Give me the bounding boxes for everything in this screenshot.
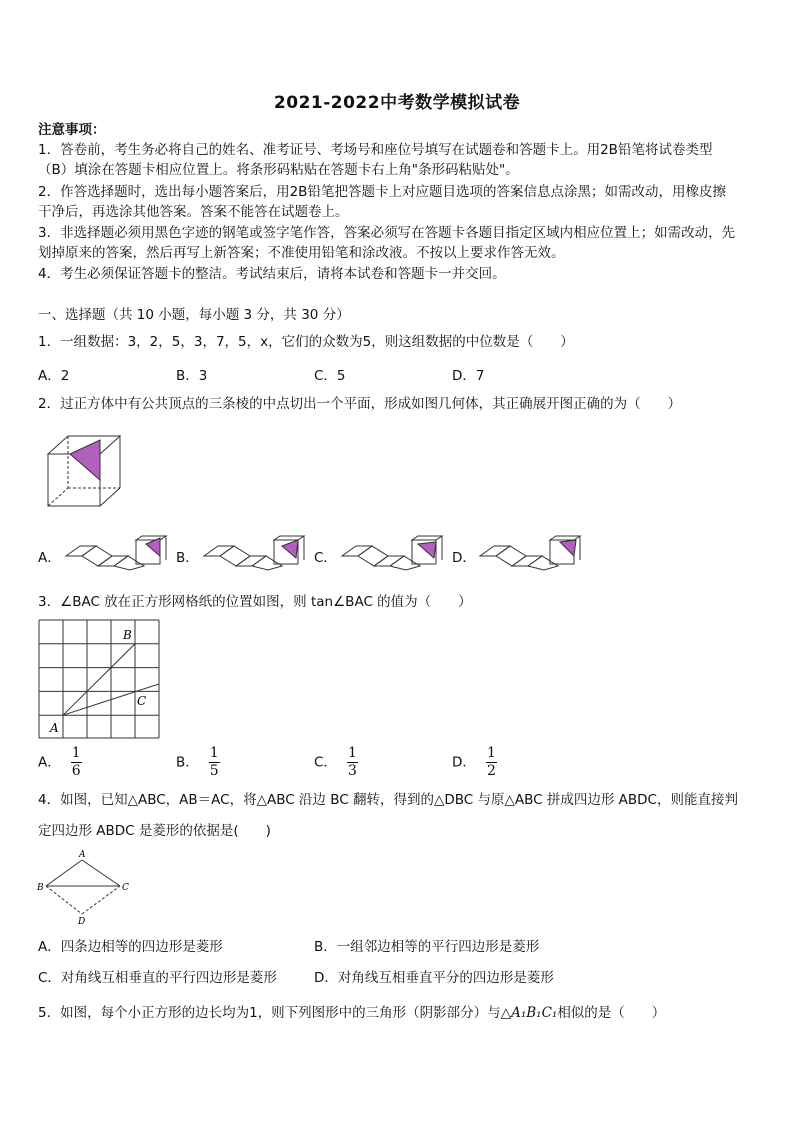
q2-option-d[interactable]: D．	[452, 550, 476, 566]
notice-heading: 注意事项：	[38, 122, 106, 138]
question-5-text-main: 5．如图，每个小正方形的边长均为1，则下列图形中的三角形（阴影部分）与	[38, 1005, 501, 1021]
point-label-c: C	[137, 694, 147, 708]
question-4-text-line2: 定四边形 ABDC 是菱形的依据是( )	[38, 823, 271, 839]
q3-option-b-letter: B．	[176, 754, 199, 771]
q1-option-a[interactable]: A．2	[38, 368, 70, 384]
q3-option-a[interactable]	[38, 745, 82, 780]
q3-option-c[interactable]	[314, 745, 358, 780]
q3-option-d[interactable]	[452, 745, 497, 780]
q1-option-b[interactable]: B．3	[176, 368, 208, 384]
question-5-text-tail: 相似的是（ ）	[557, 1005, 666, 1021]
q2-net-c[interactable]	[338, 534, 444, 572]
fraction	[209, 745, 220, 780]
notice-line: 划掉原来的答案，然后再写上新答案；不准使用铅笔和涂改液。不按以上要求作答无效。	[38, 245, 565, 261]
notice-line: 干净后，再选涂其他答案。答案不能答在试题卷上。	[38, 204, 349, 220]
notice-line: （B）填涂在答题卡相应位置上。将条形码粘贴在答题卡右上角"条形码粘贴处"。	[38, 162, 519, 178]
q4-option-a[interactable]: A．四条边相等的四边形是菱形	[38, 939, 223, 955]
q2-net-d[interactable]	[476, 534, 582, 572]
q3-option-b[interactable]	[176, 745, 220, 780]
notice-line: 2．作答选择题时，选出每小题答案后，用2B铅笔把答题卡上对应题目选项的答案信息点涂黑；如需改动，用橡皮擦	[38, 184, 726, 200]
fraction	[71, 745, 82, 780]
vertex-label-c: C	[122, 883, 129, 893]
q3-option-a-letter: A．	[38, 754, 61, 771]
cube-figure	[44, 432, 124, 510]
q4-option-d[interactable]: D．对角线互相垂直平分的四边形是菱形	[314, 970, 554, 986]
q4-option-b[interactable]: B．一组邻边相等的平行四边形是菱形	[314, 939, 540, 955]
fraction	[486, 745, 497, 780]
vertex-label-b: B	[37, 883, 44, 893]
denominator: 3	[347, 763, 357, 779]
vertex-label-a: A	[79, 850, 86, 860]
q4-option-c[interactable]: C．对角线互相垂直的平行四边形是菱形	[38, 970, 277, 986]
question-1-text: 1．一组数据：3，2，5，3，7，5，x，它们的众数为5，则这组数据的中位数是（ ）	[38, 334, 574, 350]
question-4-text-line1: 4．如图，已知△ABC，AB＝AC，将△ABC 沿边 BC 翻转，得到的△DBC 与原△ABC 拼成四边形 ABDC，则能直接判	[38, 792, 738, 808]
page-title: 2021-2022中考数学模拟试卷	[273, 93, 521, 113]
numerator: 1	[71, 745, 81, 761]
section-heading: 一、选择题（共 10 小题，每小题 3 分，共 30 分）	[38, 307, 350, 323]
q2-net-b[interactable]	[200, 534, 306, 572]
denominator: 5	[209, 763, 219, 779]
denominator: 2	[486, 763, 496, 779]
notice-line: 3．非选择题必须用黑色字迹的钢笔或签字笔作答，答案必须写在答题卡各题目指定区域内相应位置上；如需改动，先	[38, 225, 736, 241]
grid-figure	[38, 619, 160, 739]
vertex-label-d: D	[78, 917, 86, 927]
q2-option-c[interactable]: C．	[314, 550, 337, 566]
q1-option-d[interactable]: D．7	[452, 368, 485, 384]
q3-option-d-letter: D．	[452, 754, 476, 771]
notice-line: 4．考生必须保证答题卡的整洁。考试结束后，请将本试卷和答题卡一并交回。	[38, 266, 506, 282]
q2-net-a[interactable]	[62, 534, 168, 572]
triangle-notation: △A₁B₁C₁	[500, 1005, 558, 1021]
q2-option-a[interactable]: A．	[38, 550, 61, 566]
question-3-text: 3．∠BAC 放在正方形网格纸的位置如图，则 tan∠BAC 的值为（ ）	[38, 594, 472, 610]
notice-line: 1．答卷前，考生务必将自己的姓名、准考证号、考场号和座位号填写在试题卷和答题卡上。用2B铅笔将试卷类型	[38, 142, 713, 158]
q1-option-c[interactable]: C．5	[314, 368, 346, 384]
question-5-text	[38, 1003, 665, 1023]
rhombus-figure	[36, 848, 132, 928]
question-2-text: 2．过正方体中有公共顶点的三条棱的中点切出一个平面，形成如图几何体，其正确展开图正确的为（ ）	[38, 396, 682, 412]
denominator: 6	[71, 763, 81, 779]
fraction	[347, 745, 358, 780]
point-label-a: A	[50, 721, 59, 735]
numerator: 1	[486, 745, 496, 761]
point-label-b: B	[123, 628, 132, 642]
q3-option-c-letter: C．	[314, 754, 337, 771]
numerator: 1	[347, 745, 357, 761]
q2-option-b[interactable]: B．	[176, 550, 199, 566]
numerator: 1	[209, 745, 219, 761]
